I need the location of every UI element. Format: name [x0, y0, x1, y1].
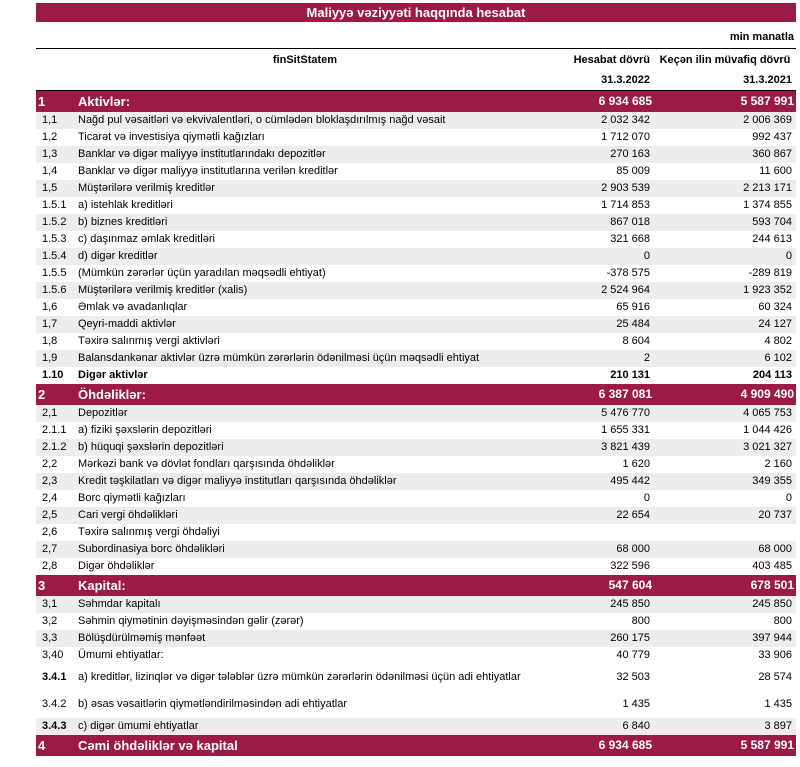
- table-row: [36, 439, 796, 456]
- value-current-period: 867 018: [610, 216, 650, 228]
- value-current-period: 6 387 081: [598, 387, 652, 401]
- row-number: 1,4: [42, 165, 58, 177]
- value-prior-period: 4 909 490: [740, 387, 794, 401]
- value-prior-period: -289 819: [748, 267, 792, 279]
- row-label: Mərkəzi bank və dövlət fondları qarşısında öhdəliklər: [78, 458, 335, 470]
- row-number: 1,2: [42, 131, 58, 143]
- row-number: 1,3: [42, 148, 58, 160]
- row-number: 1,6: [42, 301, 58, 313]
- value-current-period: 547 604: [608, 578, 652, 592]
- row-number: 3,40: [42, 649, 64, 661]
- table-row: [36, 248, 796, 265]
- value-prior-period: 2 213 171: [743, 182, 792, 194]
- column-header-current-period: Hesabat dövrü: [534, 49, 654, 73]
- table-row: [36, 490, 796, 507]
- row-number: 1.5.2: [42, 216, 67, 228]
- value-prior-period: 204 113: [752, 369, 792, 381]
- financial-statement-table: [36, 48, 796, 756]
- row-label: c) daşınmaz əmlak kreditləri: [78, 233, 215, 245]
- value-current-period: 495 442: [610, 475, 650, 487]
- table-row: [36, 524, 796, 541]
- table-row: [36, 541, 796, 558]
- table-row: [36, 197, 796, 214]
- table-row: [36, 214, 796, 231]
- table-row: [36, 718, 796, 735]
- value-prior-period: 0: [785, 250, 792, 262]
- row-number: 1,8: [42, 335, 58, 347]
- section-header-row: [36, 91, 796, 113]
- value-current-period: 5 476 770: [601, 407, 650, 419]
- row-number: 1,9: [42, 352, 58, 364]
- value-prior-period: [654, 524, 796, 541]
- row-label: Banklar və digər maliyyə institutlarına verilən kreditlər: [78, 165, 338, 177]
- row-label: Balansdankənar aktivlər üzrə mümkün zərərlərin ödənilməsi üçün məqsədli ehtiyat: [78, 352, 480, 364]
- value-current-period: 68 000: [616, 543, 650, 555]
- row-label: Depozitlər: [78, 407, 128, 419]
- value-current-period: 0: [643, 492, 650, 504]
- table-row: [36, 507, 796, 524]
- row-number: 3.4.1: [42, 671, 67, 683]
- row-number: 2,3: [42, 475, 58, 487]
- row-number: 1.5.4: [42, 250, 67, 262]
- row-label: Borc qiymətli kağızları: [78, 492, 186, 504]
- row-label: Ümumi ehtiyatlar:: [78, 649, 164, 661]
- row-label: Müştərilərə verilmiş kreditlər (xalis): [78, 284, 248, 296]
- value-current-period: 270 163: [610, 148, 650, 160]
- row-label: Öhdəliklər:: [78, 387, 146, 402]
- row-number: 4: [38, 738, 46, 753]
- column-header-statement: finSitStatem: [76, 49, 534, 73]
- value-current-period: 1 712 070: [601, 131, 650, 143]
- value-current-period: [534, 524, 654, 541]
- table-row: [36, 596, 796, 613]
- row-label: Səhmdar kapitalı: [78, 598, 161, 610]
- date-header-spacer: [36, 72, 76, 91]
- value-current-period: 6 934 685: [598, 94, 652, 108]
- value-prior-period: 4 065 753: [743, 407, 792, 419]
- value-prior-period: 33 906: [758, 649, 792, 661]
- value-current-period: 210 131: [610, 369, 650, 381]
- value-current-period: 800: [631, 615, 650, 627]
- value-current-period: 32 503: [616, 671, 650, 683]
- row-label: Müştərilərə verilmiş kreditlər: [78, 182, 215, 194]
- row-label: Səhmin qiymətinin dəyişməsindən gəlir (zərər): [78, 615, 304, 627]
- date-header-spacer: [76, 72, 534, 91]
- row-label: d) digər kreditlər: [78, 250, 158, 262]
- row-number: 1.5.5: [42, 267, 67, 279]
- value-current-period: 245 850: [610, 598, 650, 610]
- table-row: [36, 112, 796, 129]
- row-number: 2,4: [42, 492, 58, 504]
- total-row: [36, 735, 796, 756]
- value-current-period: 3 821 439: [601, 441, 650, 453]
- row-label: b) əsas vəsaitlərin qiymətləndirilməsindən adi ehtiyatlar: [78, 698, 348, 710]
- value-prior-period: 992 437: [752, 131, 792, 143]
- value-prior-period: 349 355: [752, 475, 792, 487]
- row-label: a) kreditlər, lizinqlər və digər tələblər üzrə mümkün zərərlərin ödənilməsi üçün adi ehtiyatlar: [78, 671, 521, 683]
- row-label: Cəmi öhdəliklər və kapital: [78, 738, 238, 753]
- value-current-period: 25 484: [616, 318, 650, 330]
- value-prior-period: 1 374 855: [743, 199, 792, 211]
- value-prior-period: 24 127: [758, 318, 792, 330]
- row-number: 2,2: [42, 458, 58, 470]
- row-label: Digər aktivlər: [78, 369, 148, 381]
- value-prior-period: 11 600: [759, 165, 792, 177]
- value-current-period: 40 779: [616, 649, 650, 661]
- row-label: (Mümkün zərərlər üçün yaradılan məqsədli ehtiyat): [78, 267, 326, 279]
- row-number: 1,5: [42, 182, 58, 194]
- table-row: [36, 146, 796, 163]
- table-row: [36, 350, 796, 367]
- row-label: Cari vergi öhdəlikləri: [78, 509, 178, 521]
- table-row: [36, 265, 796, 282]
- value-current-period: 22 654: [616, 509, 650, 521]
- value-current-period: 1 435: [622, 698, 650, 710]
- value-prior-period: 68 000: [758, 543, 792, 555]
- row-number: 1,1: [42, 114, 58, 126]
- row-number: 2,1: [42, 407, 58, 419]
- table-row: [36, 422, 796, 439]
- value-prior-period: 5 587 991: [740, 738, 794, 752]
- row-number: 3,3: [42, 632, 58, 644]
- row-label: Kredit təşkilatları və digər maliyyə institutları qarşısında öhdəliklər: [78, 475, 397, 487]
- value-prior-period: 20 737: [758, 509, 792, 521]
- row-label: Ticarət və investisiya qiymətli kağızları: [78, 131, 265, 143]
- column-header-prior-period: Keçən ilin müvafiq dövrü: [654, 49, 796, 73]
- row-label: Təxirə salınmış vergi öhdəliyi: [78, 526, 220, 538]
- value-current-period: 322 596: [610, 560, 650, 572]
- value-prior-period: 2 160: [764, 458, 792, 470]
- row-number: 2,6: [42, 526, 58, 538]
- row-number: 1.5.3: [42, 233, 67, 245]
- row-number: 2,5: [42, 509, 58, 521]
- table-row: [36, 613, 796, 630]
- unit-label: min manatla: [729, 31, 794, 43]
- table-row: [36, 180, 796, 197]
- value-prior-period: 5 587 991: [740, 94, 794, 108]
- current-period-date: 31.3.2022: [534, 72, 654, 91]
- value-current-period: 2: [643, 352, 650, 364]
- value-prior-period: 4 802: [764, 335, 792, 347]
- value-prior-period: 678 501: [750, 578, 794, 592]
- row-label: a) fiziki şəxslərin depozitləri: [78, 424, 212, 436]
- row-number: 2: [38, 387, 46, 402]
- row-label: Banklar və digər maliyyə institutlarındakı depozitlər: [78, 148, 326, 160]
- table-row: [36, 664, 796, 691]
- row-label: Aktivlər:: [78, 94, 131, 109]
- value-prior-period: 6 102: [764, 352, 792, 364]
- prior-period-date: 31.3.2021: [654, 72, 796, 91]
- row-label: b) biznes kreditləri: [78, 216, 168, 228]
- row-label: Qeyri-maddi aktivlər: [78, 318, 176, 330]
- row-number: 1: [38, 94, 46, 109]
- value-prior-period: 800: [773, 615, 792, 627]
- row-number: 3,1: [42, 598, 58, 610]
- row-label: Nağd pul vəsaitləri və ekvivalentləri, o cümlədən bloklaşdırılmış nağd vəsait: [78, 114, 446, 126]
- value-prior-period: 1 044 426: [743, 424, 792, 436]
- value-current-period: 8 604: [622, 335, 650, 347]
- row-number: 3.4.2: [42, 698, 67, 710]
- section-header-row: [36, 575, 796, 596]
- row-label: Təxirə salınmış vergi aktivləri: [78, 335, 220, 347]
- table-row: [36, 316, 796, 333]
- row-number: 1,7: [42, 318, 58, 330]
- table-row: [36, 299, 796, 316]
- value-current-period: 2 524 964: [601, 284, 650, 296]
- row-number: 2,7: [42, 543, 58, 555]
- table-row: [36, 630, 796, 647]
- date-header-row: [36, 72, 796, 91]
- row-number: 2.1.2: [42, 441, 67, 453]
- table-row: [36, 333, 796, 350]
- row-label: Digər öhdəliklər: [78, 560, 155, 572]
- row-number: 2.1.1: [42, 424, 67, 436]
- value-prior-period: 3 021 327: [743, 441, 792, 453]
- value-current-period: -378 575: [606, 267, 650, 279]
- table-row: [36, 691, 796, 718]
- row-number: 3,2: [42, 615, 58, 627]
- row-label: Kapital:: [78, 578, 126, 593]
- value-prior-period: 0: [785, 492, 792, 504]
- row-label: b) hüquqi şəxslərin depozitləri: [78, 441, 224, 453]
- table-row: [36, 405, 796, 422]
- table-row: [36, 367, 796, 384]
- report-title-bar: Maliyyə vəziyyəti haqqında hesabat: [36, 3, 796, 22]
- table-row: [36, 473, 796, 490]
- value-prior-period: 28 574: [758, 671, 792, 683]
- value-current-period: 321 668: [610, 233, 650, 245]
- table-row: [36, 129, 796, 146]
- row-label: Əmlak və avadanlıqlar: [78, 301, 188, 313]
- value-prior-period: 60 324: [758, 301, 792, 313]
- value-current-period: 85 009: [616, 165, 650, 177]
- row-number: 1.10: [42, 369, 64, 381]
- value-prior-period: 360 867: [752, 148, 792, 160]
- value-current-period: 1 655 331: [601, 424, 650, 436]
- value-current-period: 6 840: [622, 720, 650, 732]
- row-number: 3.4.3: [42, 720, 67, 732]
- column-header-row: [36, 49, 796, 73]
- row-label: c) digər ümumi ehtiyatlar: [78, 720, 199, 732]
- table-row: [36, 647, 796, 664]
- section-header-row: [36, 384, 796, 405]
- value-prior-period: 3 897: [764, 720, 792, 732]
- value-prior-period: 2 006 369: [743, 114, 792, 126]
- table-row: [36, 231, 796, 248]
- table-row: [36, 163, 796, 180]
- value-prior-period: 244 613: [752, 233, 792, 245]
- table-row: [36, 282, 796, 299]
- row-label: a) istehlak kreditləri: [78, 199, 173, 211]
- row-label: Subordinasiya borc öhdəlikləri: [78, 543, 225, 555]
- value-prior-period: 593 704: [752, 216, 792, 228]
- value-current-period: 1 620: [622, 458, 650, 470]
- value-prior-period: 403 485: [752, 560, 792, 572]
- table-row: [36, 558, 796, 575]
- value-current-period: 0: [643, 250, 650, 262]
- value-current-period: 260 175: [610, 632, 650, 644]
- value-prior-period: 1 923 352: [743, 284, 792, 296]
- value-current-period: 65 916: [616, 301, 650, 313]
- row-number: 3: [38, 578, 46, 593]
- table-body: [36, 91, 796, 757]
- value-current-period: 6 934 685: [598, 738, 652, 752]
- row-number: 1.5.6: [42, 284, 67, 296]
- value-current-period: 2 032 342: [601, 114, 650, 126]
- row-number: 1.5.1: [42, 199, 67, 211]
- column-header-number: [36, 49, 76, 73]
- row-number: 2,8: [42, 560, 58, 572]
- row-label: Bölüşdürülməmiş mənfəət: [78, 632, 206, 644]
- value-prior-period: 1 435: [764, 698, 792, 710]
- table-row: [36, 456, 796, 473]
- value-prior-period: 397 944: [752, 632, 792, 644]
- value-current-period: 2 903 539: [601, 182, 650, 194]
- value-prior-period: 245 850: [752, 598, 792, 610]
- value-current-period: 1 714 853: [601, 199, 650, 211]
